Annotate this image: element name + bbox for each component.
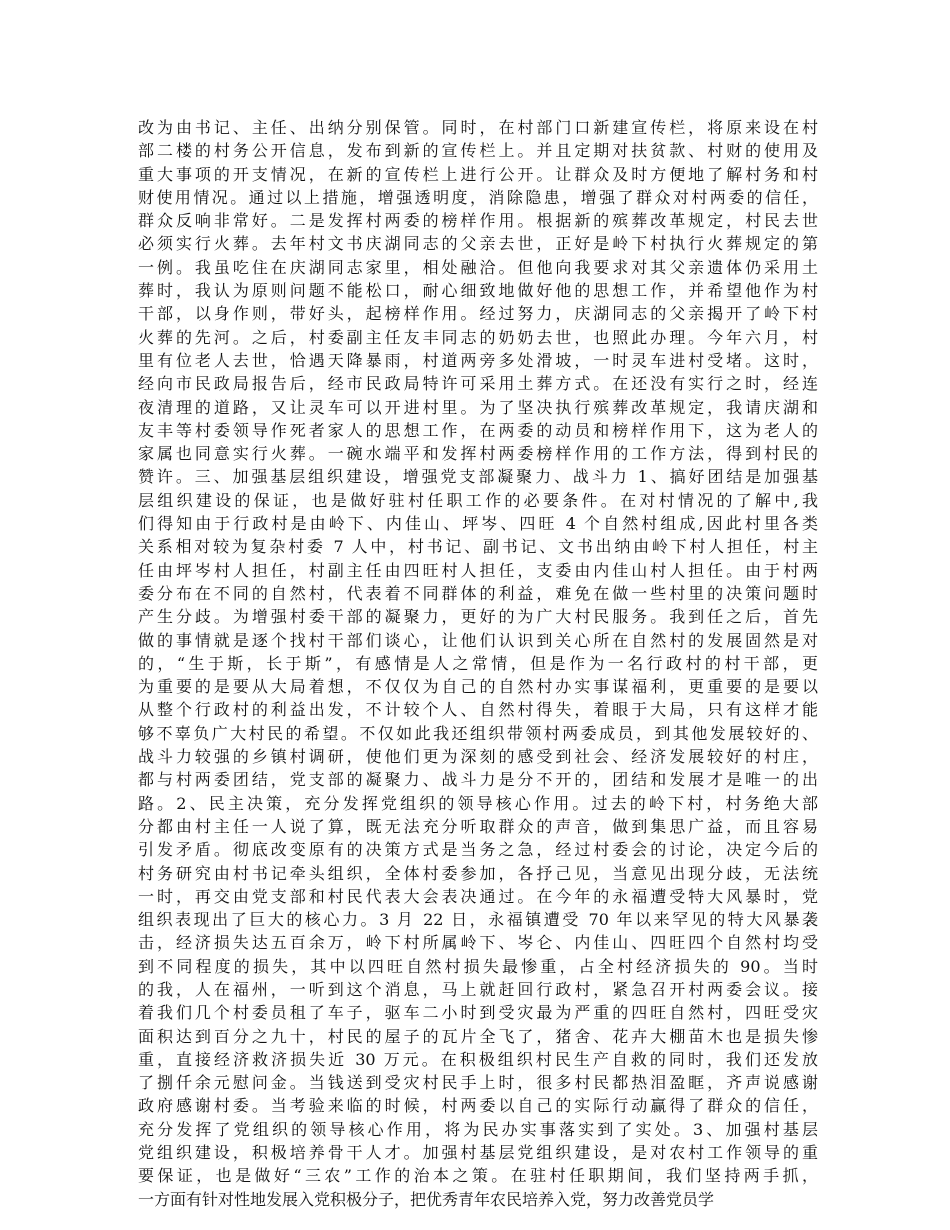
text-line: 产生分歧。为增强村委干部的凝聚力，更好的为广大村民服务。我到任之后，首先 xyxy=(138,607,818,627)
text-line: 要保证，也是做好“三农”工作的治本之策。在驻村任职期间，我们坚持两手抓， xyxy=(138,1166,818,1186)
text-line: 层组织建设的保证，也是做好驻村任职工作的必要条件。在对村情况的了解中,我 xyxy=(138,490,818,510)
text-line: 引发矛盾。彻底改变原有的决策方式是当务之急，经过村委会的讨论，决定今后的 xyxy=(138,840,818,860)
text-line: 做的事情就是逐个找村干部们谈心，让他们认识到关心所在自然村的发展固然是对 xyxy=(138,630,818,650)
text-line: 政府感谢村委。当考验来临的时候，村两委以自己的实际行动赢得了群众的信任， xyxy=(138,1096,818,1116)
text-line: 委分布在不同的自然村，代表着不同群体的利益，难免在做一些村里的决策问题时 xyxy=(138,583,818,603)
text-line: 面积达到百分之九十，村民的屋子的瓦片全飞了，猪舍、花卉大棚苗木也是损失惨 xyxy=(138,1026,818,1046)
text-line: 里有位老人去世，恰遇天降暴雨，村道两旁多处滑坡，一时灵车进村受堵。这时， xyxy=(138,350,818,370)
text-line: 群众反响非常好。二是发挥村两委的榜样作用。根据新的殡葬改革规定，村民去世 xyxy=(138,211,818,231)
text-line: 必须实行火葬。去年村文书庆湖同志的父亲去世，正好是岭下村执行火葬规定的第 xyxy=(138,234,818,254)
text-line: 一时，再交由党支部和村民代表大会表决通过。在今年的永福遭受特大风暴时，党 xyxy=(138,886,818,906)
text-line: 任由坪岑村人担任，村副主任由四旺村人担任，支委由内佳山村人担任。由于村两 xyxy=(138,560,818,580)
text-line: 经向市民政局报告后，经市民政局特许可采用土葬方式。在还没有实行之时，经连 xyxy=(138,374,818,394)
text-line: 夜清理的道路，又让灵车可以开进村里。为了坚决执行殡葬改革规定，我请庆湖和 xyxy=(138,397,818,417)
text-line: 友丰等村委领导作死者家人的思想工作，在两委的动员和榜样作用下，这为老人的 xyxy=(138,420,818,440)
text-line: 火葬的先河。之后，村委副主任友丰同志的奶奶去世，也照此办理。今年六月，村 xyxy=(138,327,818,347)
text-line: 分都由村主任一人说了算，既无法充分听取群众的声音，做到集思广益，而且容易 xyxy=(138,816,818,836)
text-line: 组织表现出了巨大的核心力。3 月 22 日，永福镇遭受 70 年以来罕见的特大风暴袭 xyxy=(138,910,818,930)
text-line: 的我，人在福州，一听到这个消息，马上就赶回行政村，紧急召开村两委会议。接 xyxy=(138,979,818,999)
text-line: 财使用情况。通过以上措施，增强透明度，消除隐患，增强了群众对村两委的信任， xyxy=(138,187,818,207)
text-line: 为重要的是要从大局着想，不仅仅为自己的自然村办实事谋福利，更重要的是要以 xyxy=(138,677,818,697)
text-line: 干部，以身作则，带好头，起榜样作用。经过努力，庆湖同志的父亲揭开了岭下村 xyxy=(138,304,818,324)
text-line: 葬时，我认为原则问题不能松口，耐心细致地做好他的思想工作，并希望他作为村 xyxy=(138,281,818,301)
text-line: 了捌仟余元慰问金。当钱送到受灾村民手上时，很多村民都热泪盈眶，齐声说感谢 xyxy=(138,1073,818,1093)
text-line: 一方面有针对性地发展入党积极分子，把优秀青年农民培养入党，努力改善党员学 xyxy=(138,1189,715,1209)
text-line: 击，经济损失达五百余万，岭下村所属岭下、岑仑、内佳山、四旺四个自然村均受 xyxy=(138,933,818,953)
text-line: 部二楼的村务公开信息，发布到新的宣传栏上。并且定期对扶贫款、村财的使用及 xyxy=(138,141,818,161)
text-line: 从整个行政村的利益出发，不计较个人、自然村得失，着眼于大局，只有这样才能 xyxy=(138,700,818,720)
text-line: 家属也同意实行火葬。一碗水端平和发挥村两委榜样作用的工作方法，得到村民的 xyxy=(138,444,818,464)
text-line: 够不辜负广大村民的希望。不仅如此我还组织带领村两委成员，到其他发展较好的、 xyxy=(138,723,818,743)
text-line: 战斗力较强的乡镇村调研，使他们更为深刻的感受到社会、经济发展较好的村庄， xyxy=(138,747,818,767)
text-line: 重大事项的开支情况，在新的宣传栏上进行公开。让群众及时方便地了解村务和村 xyxy=(138,164,818,184)
text-line: 一例。我虽吃住在庆湖同志家里，相处融洽。但他向我要求对其父亲遗体仍采用土 xyxy=(138,257,818,277)
text-line: 们得知由于行政村是由岭下、内佳山、坪岑、四旺 4 个自然村组成,因此村里各类 xyxy=(138,514,818,534)
text-line: 的，“生于斯，长于斯”，有感情是人之常情，但是作为一名行政村的村干部，更 xyxy=(138,653,818,673)
text-line: 村务研究由村书记牵头组织，全体村委参加，各抒己见，当意见出现分歧，无法统 xyxy=(138,863,818,883)
text-line: 着我们几个村委员租了车子，驱车二小时到受灾最为严重的四旺自然村，四旺受灾 xyxy=(138,1003,818,1023)
text-line: 党组织建设，积极培养骨干人才。加强村基层党组织建设，是对农村工作领导的重 xyxy=(138,1143,818,1163)
text-line: 到不同程度的损失，其中以四旺自然村损失最惨重，占全村经济损失的 90。当时 xyxy=(138,956,818,976)
text-line: 赞许。三、加强基层组织建设，增强党支部凝聚力、战斗力 1、搞好团结是加强基 xyxy=(138,467,818,487)
text-line: 都与村两委团结，党支部的凝聚力、战斗力是分不开的，团结和发展才是唯一的出 xyxy=(138,770,818,790)
text-line: 关系相对较为复杂村委 7 人中，村书记、副书记、文书出纳由岭下村人担任，村主 xyxy=(138,537,818,557)
body-text xyxy=(138,116,818,1211)
text-line: 充分发挥了党组织的领导核心作用，将为民办实事落实到了实处。3、加强村基层 xyxy=(138,1119,818,1139)
text-line: 重，直接经济救济损失近 30 万元。在积极组织村民生产自救的同时，我们还发放 xyxy=(138,1049,818,1069)
text-line: 路。2、民主决策，充分发挥党组织的领导核心作用。过去的岭下村，村务绝大部 xyxy=(138,793,818,813)
text-line: 改为由书记、主任、出纳分别保管。同时，在村部门口新建宣传栏，将原来设在村 xyxy=(138,118,818,137)
